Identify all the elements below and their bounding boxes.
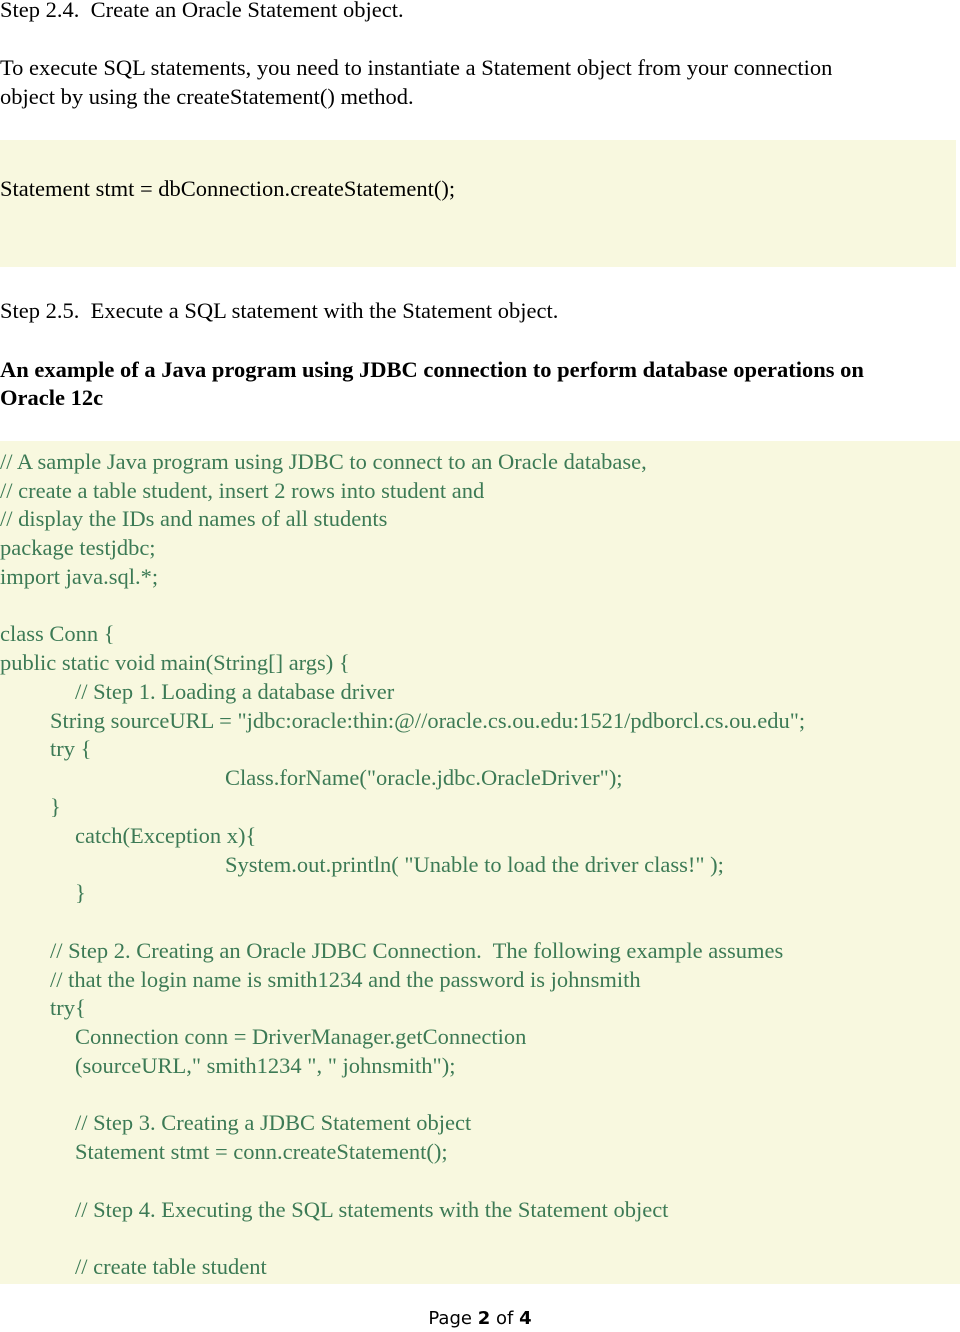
- code-line: try{: [50, 995, 86, 1020]
- code-line: catch(Exception x){: [75, 823, 257, 848]
- create-statement-code: Statement stmt = dbConnection.createStatement();: [0, 176, 456, 201]
- code-line: System.out.println( "Unable to load the driver class!" );: [225, 852, 724, 877]
- code-line: // Step 2. Creating an Oracle JDBC Connection. The following example assumes: [50, 938, 784, 963]
- code-line: // display the IDs and names of all students: [0, 506, 388, 531]
- code-line: // create a table student, insert 2 rows into student and: [0, 478, 485, 503]
- code-line: }: [50, 794, 61, 819]
- step-2-4-paragraph-line-2: object by using the createStatement() method.: [0, 84, 414, 109]
- code-line: Statement stmt = conn.createStatement();: [75, 1139, 448, 1164]
- code-line: try {: [50, 736, 92, 761]
- java-code-box: [0, 441, 960, 1284]
- page-total: 4: [519, 1308, 532, 1329]
- page-of-label: of: [495, 1308, 514, 1329]
- page-number: 2: [477, 1308, 491, 1329]
- example-title-line-2: Oracle 12c: [0, 385, 104, 410]
- code-line: package testjdbc;: [0, 535, 156, 560]
- code-line: // Step 4. Executing the SQL statements with the Statement object: [75, 1197, 669, 1222]
- code-line: Class.forName("oracle.jdbc.OracleDriver");: [225, 765, 623, 790]
- code-line: public static void main(String[] args) {: [0, 650, 350, 675]
- code-line: import java.sql.*;: [0, 564, 159, 589]
- code-line: class Conn {: [0, 621, 115, 646]
- code-line: // create table student: [75, 1254, 267, 1279]
- step-2-4-paragraph-line-1: To execute SQL statements, you need to instantiate a Statement object from your connection: [0, 55, 833, 80]
- step-2-5-heading: Step 2.5. Execute a SQL statement with the Statement object.: [0, 298, 559, 323]
- code-line: }: [75, 880, 86, 905]
- code-line: String sourceURL = "jdbc:oracle:thin:@//oracle.cs.ou.edu:1521/pdborcl.cs.ou.edu";: [50, 708, 806, 733]
- code-line: // Step 3. Creating a JDBC Statement object: [75, 1110, 472, 1135]
- code-line: // Step 1. Loading a database driver: [75, 679, 395, 704]
- page-label: Page: [428, 1308, 472, 1329]
- page-footer: [0, 1306, 960, 1332]
- create-statement-code-box: [0, 140, 956, 267]
- code-line: // A sample Java program using JDBC to connect to an Oracle database,: [0, 449, 647, 474]
- step-2-4-heading: Step 2.4. Create an Oracle Statement object.: [0, 0, 404, 22]
- example-title-line-1: An example of a Java program using JDBC connection to perform database operations on: [0, 357, 864, 382]
- code-line: // that the login name is smith1234 and the password is johnsmith: [50, 967, 641, 992]
- code-line: (sourceURL," smith1234 ", " johnsmith");: [75, 1053, 456, 1078]
- code-line: Connection conn = DriverManager.getConnection: [75, 1024, 527, 1049]
